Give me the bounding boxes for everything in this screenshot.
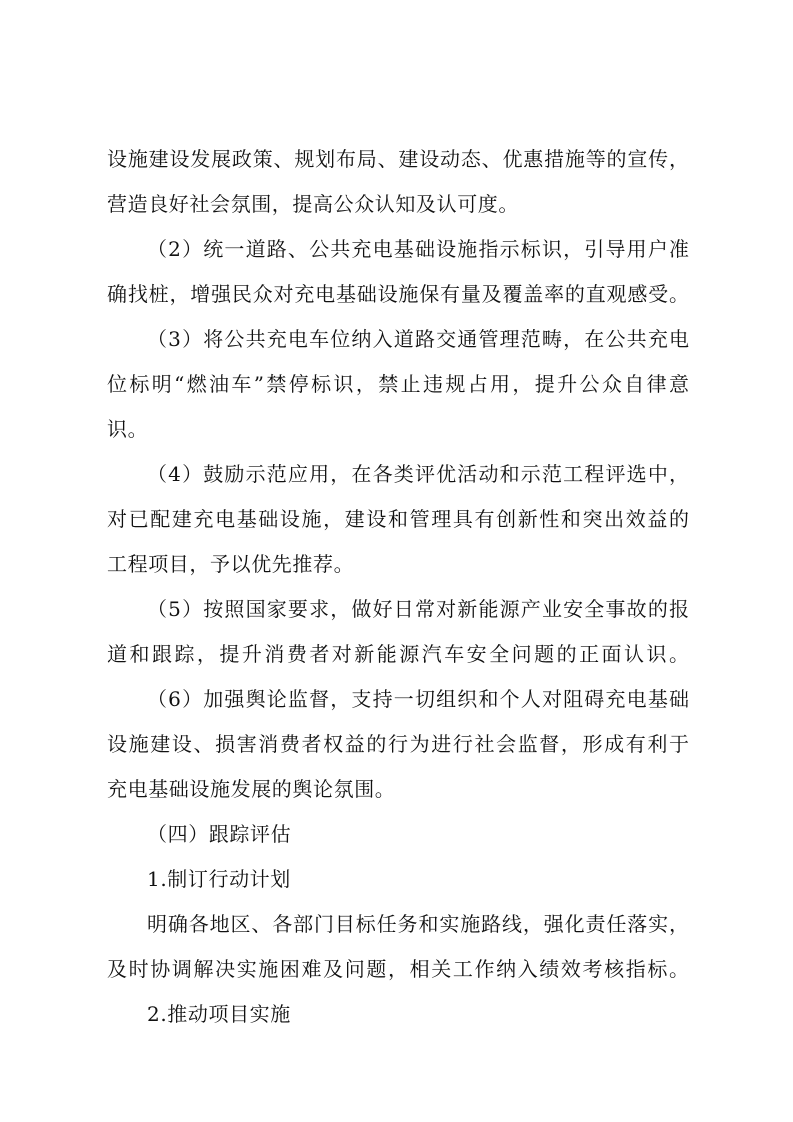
subsection-heading: 2.推动项目实施 <box>147 1002 291 1026</box>
subsection-heading: 1.制订行动计划 <box>147 867 291 891</box>
text-line: 设施建设、损害消费者权益的行为进行社会监督，形成有利于 <box>107 732 689 756</box>
text-line: 位标明“燃油车”禁停标识，禁止违规占用，提升公众自律意 <box>107 372 689 396</box>
text-line: 对已配建充电基础设施，建设和管理具有创新性和突出效益的 <box>107 507 689 531</box>
text-line: （3）将公共充电车位纳入道路交通管理范畴，在公共充电 <box>147 327 689 351</box>
text-line: （5）按照国家要求，做好日常对新能源产业安全事故的报 <box>147 597 689 621</box>
text-line: 营造良好社会氛围，提高公众认知及认可度。 <box>107 192 519 216</box>
text-line: （2）统一道路、公共充电基础设施指示标识，引导用户准 <box>147 237 689 261</box>
text-line: 充电基础设施发展的舆论氛围。 <box>107 777 396 801</box>
text-line: 设施建设发展政策、规划布局、建设动态、优惠措施等的宣传， <box>107 147 689 171</box>
text-line: 识。 <box>107 417 149 441</box>
text-line: 道和跟踪，提升消费者对新能源汽车安全问题的正面认识。 <box>107 642 689 666</box>
text-line: 工程项目，予以优先推荐。 <box>107 552 355 576</box>
text-line: 确找桩，增强民众对充电基础设施保有量及覆盖率的直观感受。 <box>107 282 689 306</box>
text-line: 明确各地区、各部门目标任务和实施路线，强化责任落实， <box>147 912 689 936</box>
text-line: （6）加强舆论监督，支持一切组织和个人对阻碍充电基础 <box>147 687 689 711</box>
text-line: 及时协调解决实施困难及问题，相关工作纳入绩效考核指标。 <box>107 957 689 981</box>
text-line: （4）鼓励示范应用，在各类评优活动和示范工程评选中， <box>147 462 689 486</box>
section-heading: （四）跟踪评估 <box>147 822 292 846</box>
